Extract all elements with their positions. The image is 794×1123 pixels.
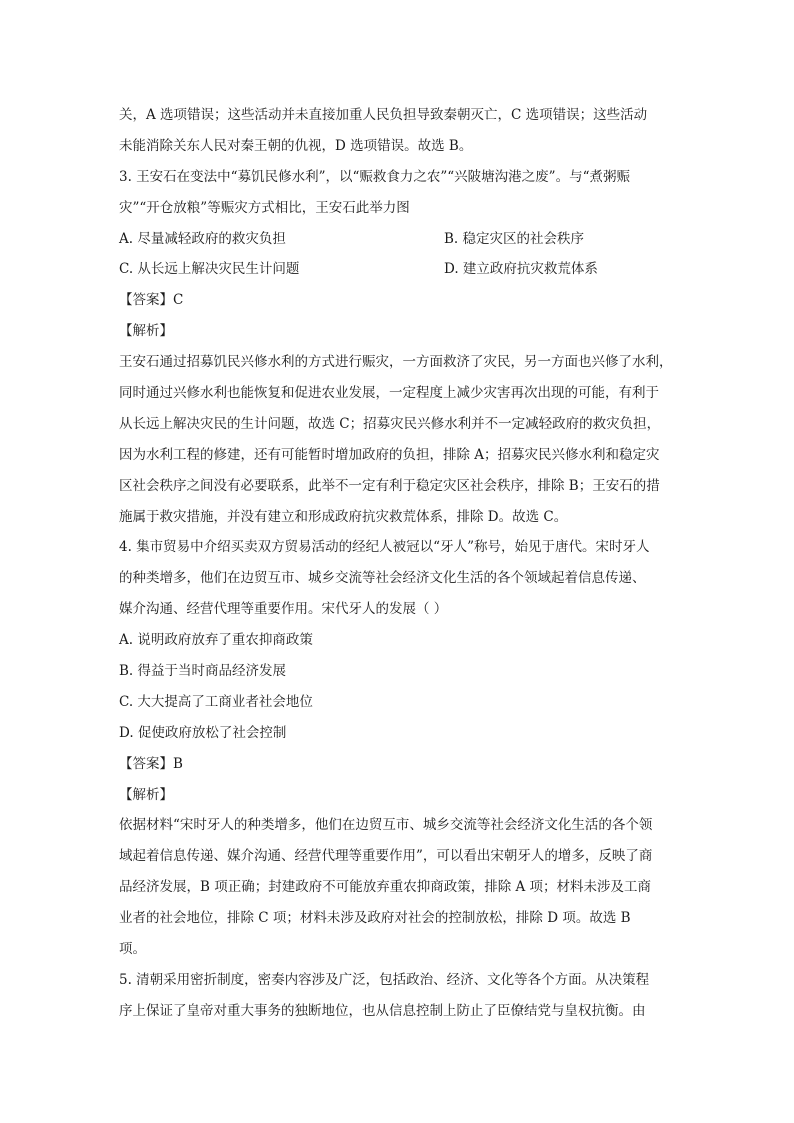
analysis-line: 从长远上解决灾民的生计问题，故选 C；招募灾民兴修水利并不一定减轻政府的救灾负担， <box>119 415 661 432</box>
analysis-line: 品经济发展，B 项正确；封建政府不可能放弃重农抑商政策，排除 A 项；材料未涉及工商 <box>119 879 652 896</box>
question-stem-line: 3. 王安石在变法中“募饥民修水利”，以“赈救食力之农”“兴陂塘沟港之废”。与“煮粥赈 <box>119 168 630 185</box>
analysis-line: 项。 <box>119 941 146 958</box>
options-row <box>119 254 679 285</box>
analysis-line: 王安石通过招募饥民兴修水利的方式进行赈灾，一方面救济了灾民，另一方面也兴修了水利， <box>119 354 673 371</box>
analysis-line: 依据材料“宋时牙人的种类增多，他们在边贸互市、城乡交流等社会经济文化生活的各个领 <box>119 817 653 834</box>
option-c: C. 从长远上解决灾民生计问题 <box>119 261 300 278</box>
analysis-label: 【解析】 <box>119 323 173 340</box>
analysis-label: 【解析】 <box>119 786 173 803</box>
analysis-line: 区社会秩序之间没有必要联系，此举不一定有利于稳定灾区社会秩序，排除 B；王安石的措 <box>119 477 660 494</box>
option-d: D. 建立政府抗灾救荒体系 <box>444 261 598 278</box>
answer-label: 【答案】B <box>119 755 183 772</box>
option-d: D. 促使政府放松了社会控制 <box>119 724 287 741</box>
analysis-line: 因为水利工程的修建，还有可能暂时增加政府的负担，排除 A；招募灾民兴修水利和稳定灾 <box>119 446 660 463</box>
question-3 <box>119 162 679 533</box>
text-line: 关，A 选项错误；这些活动并未直接加重人民负担导致秦朝灭亡，C 选项错误；这些活动 <box>119 107 648 123</box>
analysis-line: 域起着信息传递、媒介沟通、经营代理等重要作用”，可以看出宋朝牙人的增多，反映了商 <box>119 848 653 865</box>
document-page <box>119 100 679 1027</box>
analysis-line: 同时通过兴修水利也能恢复和促进农业发展，一定程度上减少灾害再次出现的可能，有利于 <box>119 385 659 402</box>
question-stem-line: 灾”“开仓放粮”等赈灾方式相比，王安石此举力图 <box>119 199 410 216</box>
option-c: C. 大大提高了工商业者社会地位 <box>119 693 313 710</box>
answer-label: 【答案】C <box>119 292 184 309</box>
option-a: A. 说明政府放弃了重农抑商政策 <box>119 632 313 649</box>
option-b: B. 稳定灾区的社会秩序 <box>444 230 585 247</box>
question-stem-line: 序上保证了皇帝对重大事务的独断地位，也从信息控制上防止了臣僚结党与皇权抗衡。由 <box>119 1002 646 1019</box>
question-stem-line: 的种类增多，他们在边贸互市、城乡交流等社会经济文化生活的各个领域起着信息传递、 <box>119 570 646 587</box>
previous-analysis-continuation <box>119 100 679 162</box>
question-stem-line: 媒介沟通、经营代理等重要作用。宋代牙人的发展（ ） <box>119 601 448 618</box>
question-4 <box>119 532 679 964</box>
options-row <box>119 224 679 255</box>
question-5 <box>119 965 679 1027</box>
analysis-line: 业者的社会地位，排除 C 项；材料未涉及政府对社会的控制放松，排除 D 项。故选 B <box>119 910 631 927</box>
text-line: 未能消除关东人民对秦王朝的仇视，D 选项错误。故选 B。 <box>119 137 473 154</box>
analysis-line: 施属于救灾措施，并没有建立和形成政府抗灾救荒体系，排除 D。故选 C。 <box>119 508 568 525</box>
question-stem-line: 4. 集市贸易中介绍买卖双方贸易活动的经纪人被冠以“牙人”称号，始见于唐代。宋时牙人 <box>119 539 650 556</box>
question-stem-line: 5. 清朝采用密折制度，密奏内容涉及广泛，包括政治、经济、文化等各个方面。从决策程 <box>119 971 650 988</box>
option-a: A. 尽量减轻政府的救灾负担 <box>119 230 286 247</box>
option-b: B. 得益于当时商品经济发展 <box>119 663 287 680</box>
